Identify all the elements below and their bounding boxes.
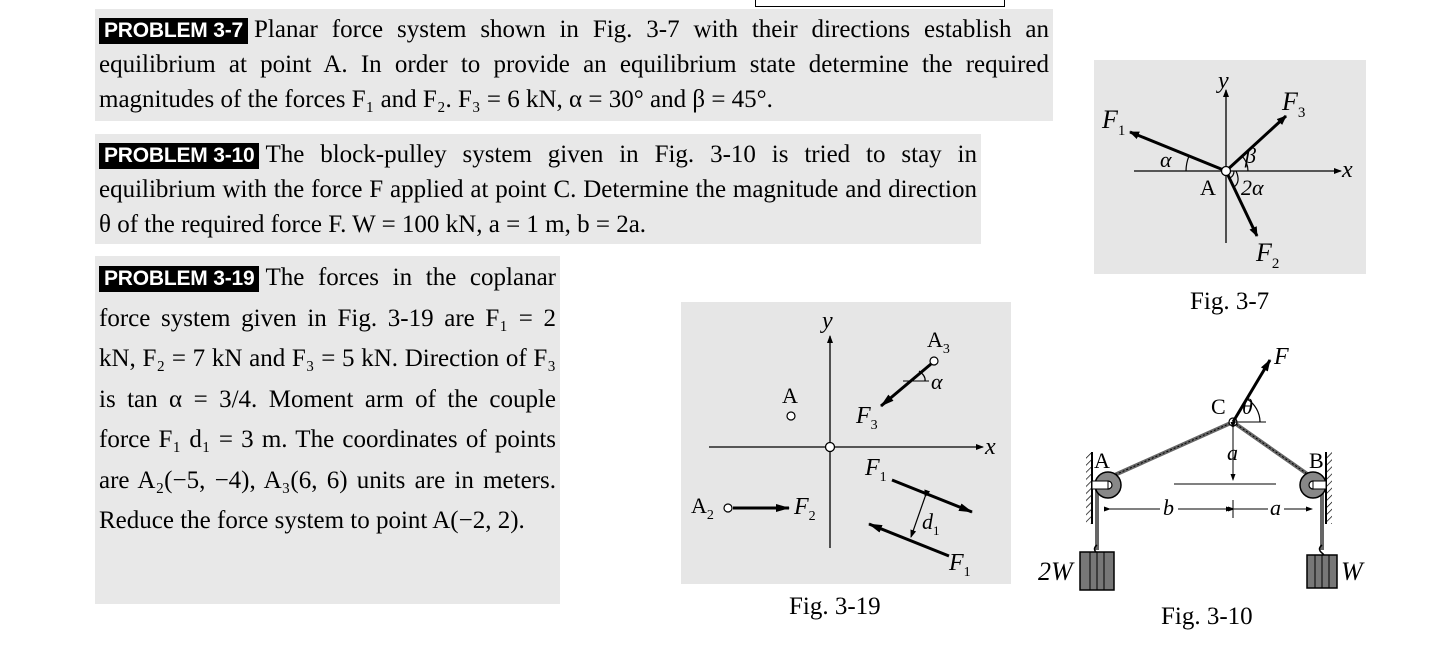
a-point-label: A: [1094, 448, 1110, 473]
a-vertical-label: a: [1227, 440, 1238, 465]
weight-2w: [1080, 545, 1114, 590]
alpha-label: α: [1160, 147, 1172, 172]
problem-tag: PROBLEM 3-7: [99, 18, 248, 44]
a-horizontal-label: a: [1270, 495, 1281, 520]
f1-label-upper: $F_1$: [865, 455, 887, 485]
f3-label: $F_3$: [856, 403, 878, 433]
problem-text: Planar force system shown in Fig. 3-7 with their directions establish an equilibrium at point A. In order to provide an equilibrium state determine the required magnitudes of the forces F₁ and F₂. F₃ = 6 kN, α = 30° and β = 45°.: [99, 16, 1049, 113]
figure-3-10: [1034, 340, 1374, 600]
pulley-b: [1300, 472, 1326, 498]
alpha-label: α: [931, 369, 943, 394]
b-point-label: B: [1309, 448, 1324, 473]
f-label: F: [1274, 344, 1289, 370]
problem-tag: PROBLEM 3-19: [99, 266, 259, 292]
theta-label: θ: [1242, 394, 1253, 419]
y-label: y: [822, 308, 833, 334]
problem-text: The forces in the coplanar force system given in Fig. 3-19 are F₁ = 2 kN, F₂ = 7 kN and F₃ = 5 kN. Direction of F₃ is tan α = 3/4. Moment arm of the couple force F₁ d₁ = 3 m. The coordinates of points are A₂(−5, −4), A₃(6, 6) units are in meters. Reduce the force system to point A(−2, 2).: [99, 264, 556, 534]
problem-tag: PROBLEM 3-10: [99, 143, 259, 169]
problem-3-10: [95, 134, 981, 244]
two-alpha-label: 2α: [1241, 175, 1264, 200]
a-label: A: [1200, 175, 1216, 200]
f1-label: $F_1$: [1102, 105, 1126, 139]
a3-label: $A_3$: [927, 327, 950, 357]
figure-3-19: [681, 302, 1011, 584]
2w-label: 2W: [1038, 557, 1073, 586]
origin: [826, 443, 835, 452]
point-a: [787, 412, 795, 420]
a2-label: $A_2$: [691, 493, 714, 523]
y-label: y: [1218, 68, 1229, 94]
caption-fig-3-10: Fig. 3-10: [1161, 603, 1253, 630]
caption-fig-3-19: Fig. 3-19: [789, 593, 881, 620]
header-box-fragment: [755, 0, 1005, 7]
b-label: b: [1163, 495, 1174, 520]
c-label: C: [1211, 394, 1226, 419]
f3-label: $F_3$: [1282, 87, 1306, 121]
d1-label: $d_1$: [922, 509, 940, 538]
x-label: x: [985, 434, 996, 460]
f1-label-lower: $F_1$: [949, 550, 971, 580]
a-label: A: [782, 383, 798, 408]
figure-3-7: [1094, 60, 1366, 274]
point-a3: [930, 357, 938, 365]
f2-label: $F_2$: [794, 494, 816, 524]
x-label: x: [1342, 157, 1353, 183]
f2-label: $F_2$: [1256, 238, 1280, 272]
point-a: [1222, 167, 1231, 176]
problem-text: The block-pulley system given in Fig. 3-10 is tried to stay in equilibrium with the force F applied at point C. Determine the magnitude and direction θ of the required force F. W = 100 kN, a = 1 m, b = 2a.: [99, 141, 977, 238]
caption-fig-3-7: Fig. 3-7: [1190, 288, 1270, 315]
point-a2: [724, 504, 732, 512]
problem-3-7: [95, 9, 1053, 121]
problem-3-19: [95, 256, 560, 604]
weight-w: [1307, 545, 1337, 588]
w-label: W: [1341, 557, 1363, 586]
beta-label: β: [1245, 143, 1256, 168]
